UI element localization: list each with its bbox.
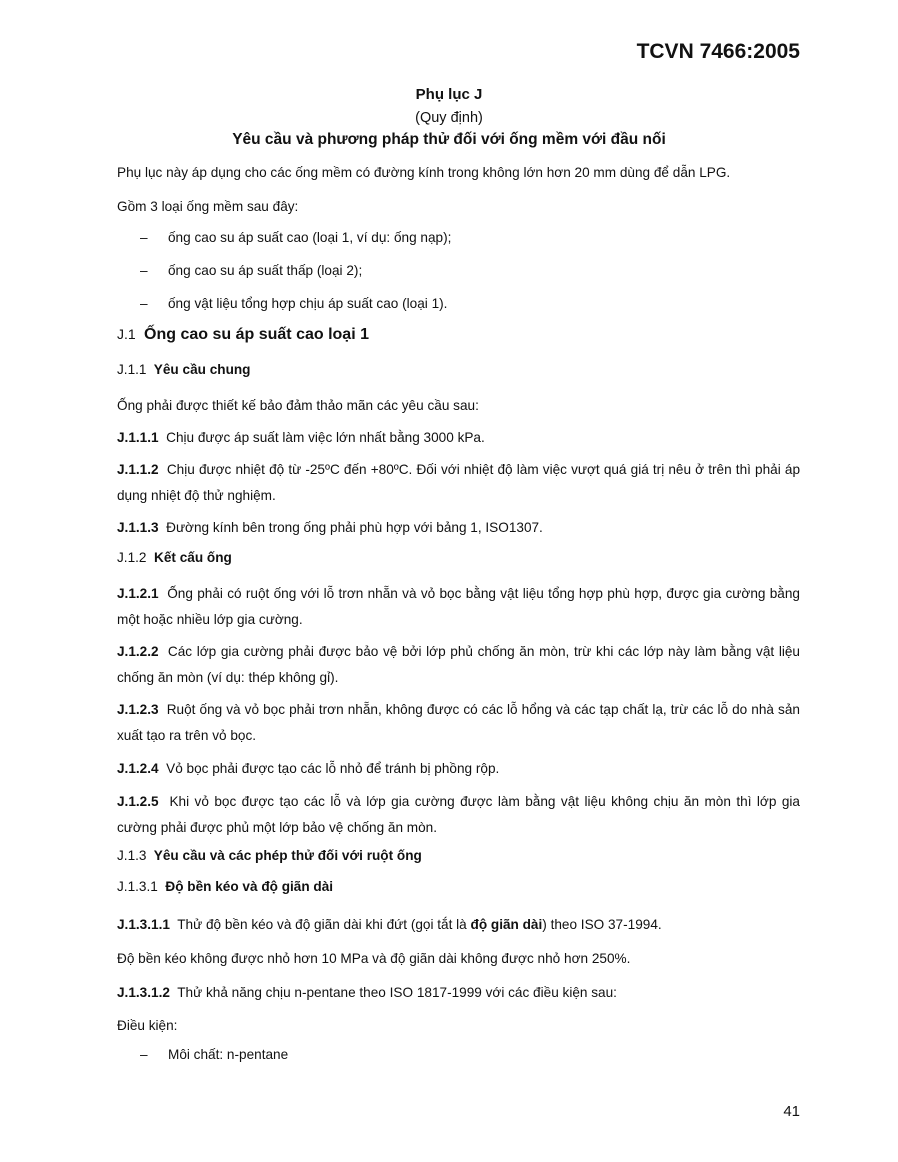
- clause-j1123: [117, 697, 800, 748]
- list-bullet: –: [140, 296, 148, 311]
- clause-j1113: [117, 515, 543, 540]
- subsection-title: Yêu cầu chung: [153, 362, 251, 377]
- section-title: Ống cao su áp suất cao loại 1: [144, 326, 369, 343]
- clause-text: Các lớp gia cường phải được bảo vệ bởi lớp phủ chống ăn mòn, trừ khi các lớp này làm bằng vật liệu chống ăn mòn (ví dụ: thép không gỉ).: [117, 644, 800, 685]
- clause-number: J.1.3.1.1: [117, 917, 170, 932]
- subsection-heading-j11: [117, 362, 250, 377]
- clause-number: J.1.2.5: [117, 794, 159, 809]
- subsection-number: J.1.3: [117, 848, 147, 863]
- clause-j13111: [117, 912, 662, 937]
- page-number: 41: [783, 1103, 800, 1120]
- clause-text: ) theo ISO 37-1994.: [542, 917, 662, 932]
- clause-number: J.1.2.1: [117, 586, 159, 601]
- clause-text: Thử độ bền kéo và độ giãn dài khi đứt (gọi tắt là: [177, 917, 471, 932]
- subsection-heading-j131: [117, 879, 333, 894]
- clause-number: J.1.2.2: [117, 644, 159, 659]
- clause-text: Ống phải có ruột ống với lỗ trơn nhẵn và vỏ bọc bằng vật liệu tổng hợp phù hợp, được gia cường bằng một hoặc nhiều lớp gia cường.: [117, 586, 800, 627]
- subsection-number: J.1.2: [117, 550, 147, 565]
- requirement-paragraph: Độ bền kéo không được nhỏ hơn 10 MPa và độ giãn dài không được nhỏ hơn 250%.: [117, 951, 631, 966]
- clause-j1112: [117, 457, 800, 508]
- intro-list-lead: Gồm 3 loại ống mềm sau đây:: [117, 199, 299, 214]
- document-code: TCVN 7466:2005: [636, 40, 800, 63]
- clause-text: Chịu được nhiệt độ từ -25ºC đến +80ºC. Đối với nhiệt độ làm việc vượt quá giá trị nêu ở trên thì phải áp dụng nhiệt độ thử nghiệm.: [117, 462, 800, 503]
- clause-text: Vỏ bọc phải được tạo các lỗ nhỏ để tránh bị phồng rộp.: [166, 761, 500, 776]
- clause-text: Chịu được áp suất làm việc lớn nhất bằng 3000 kPa.: [166, 430, 485, 445]
- clause-number: J.1.1.1: [117, 430, 159, 445]
- section-number: J.1: [117, 326, 136, 342]
- clause-j1121: [117, 581, 800, 632]
- list-item: ống cao su áp suất cao (loại 1, ví dụ: ống nạp);: [168, 230, 452, 245]
- requirements-lead: Ống phải được thiết kế bảo đảm thảo mãn các yêu cầu sau:: [117, 398, 479, 413]
- clause-number: J.1.3.1.2: [117, 985, 170, 1000]
- list-item: Môi chất: n-pentane: [168, 1047, 289, 1062]
- clause-j1124: [117, 756, 499, 781]
- clause-number: J.1.1.3: [117, 520, 159, 535]
- clause-text: Ruột ống và vỏ bọc phải trơn nhẵn, không được có các lỗ hổng và các tạp chất lạ, trừ các lỗ do nhà sản xuất tạo ra trên vỏ bọc.: [117, 702, 800, 743]
- list-bullet: –: [140, 230, 148, 245]
- clause-j1122: [117, 639, 800, 690]
- subsection-title: Yêu cầu và các phép thử đối với ruột ống: [153, 848, 422, 863]
- list-bullet: –: [140, 1047, 148, 1062]
- list-item: ống vật liệu tổng hợp chịu áp suất cao (loại 1).: [168, 296, 448, 311]
- clause-j1125: [117, 789, 800, 840]
- clause-text: Đường kính bên trong ống phải phù hợp với bảng 1, ISO1307.: [166, 520, 543, 535]
- clause-number: J.1.2.4: [117, 761, 159, 776]
- defined-term: độ giãn dài: [470, 917, 543, 932]
- clause-text: Thử khả năng chịu n-pentane theo ISO 1817-1999 với các điều kiện sau:: [177, 985, 617, 1000]
- clause-text: Khi vỏ bọc được tạo các lỗ và lớp gia cường được làm bằng vật liệu không chịu ăn mòn thì lớp gia cường phải được phủ một lớp bảo vệ chống ăn mòn.: [117, 794, 800, 835]
- list-bullet: –: [140, 263, 148, 278]
- clause-j1111: [117, 425, 485, 450]
- annex-type: (Quy định): [415, 110, 483, 126]
- clause-number: J.1.2.3: [117, 702, 159, 717]
- subsection-heading-j12: [117, 550, 232, 565]
- list-item: ống cao su áp suất thấp (loại 2);: [168, 263, 363, 278]
- subsection-title: Kết cấu ống: [154, 550, 232, 565]
- subsection-number: J.1.1: [117, 362, 147, 377]
- clause-j13112: [117, 980, 617, 1005]
- conditions-label: Điều kiện:: [117, 1018, 178, 1033]
- subsection-title: Độ bền kéo và độ giãn dài: [165, 879, 334, 894]
- clause-number: J.1.1.2: [117, 462, 159, 477]
- annex-title: Phụ lục J: [415, 86, 483, 103]
- subsection-number: J.1.3.1: [117, 879, 158, 894]
- section-heading-j1: [117, 326, 369, 344]
- intro-paragraph: Phụ lục này áp dụng cho các ống mềm có đường kính trong không lớn hơn 20 mm dùng để dẫn LPG.: [117, 165, 731, 180]
- subsection-heading-j13: [117, 848, 422, 863]
- annex-subtitle: Yêu cầu và phương pháp thử đối với ống mềm với đầu nối: [232, 131, 666, 148]
